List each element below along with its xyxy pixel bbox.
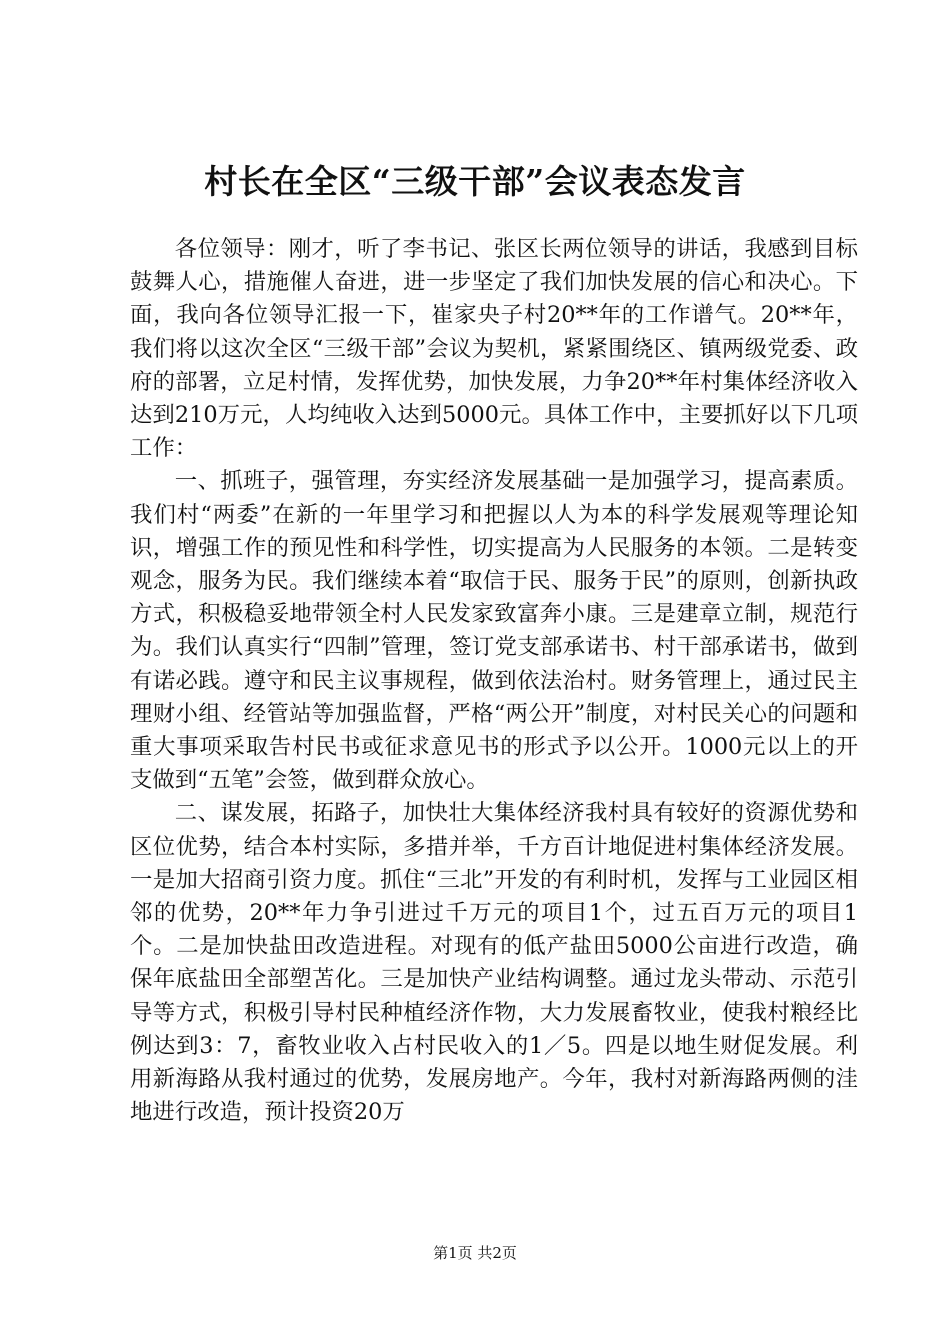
document-body [130,233,858,1129]
document-title: 村长在全区“三级干部”会议表态发言 [204,162,746,201]
paragraph-3: 二、谋发展，拓路子，加快壮大集体经济我村具有较好的资源优势和区位优势，结合本村实际，多措并举，千方百计地促进村集体经济发展。一是加大招商引资力度。抓住“三北”开发的有利时机，发挥与工业园区相邻的优势，20**年力争引进过千万元的项目1个，过五百万元的项目1个。二是加快盐田改造进程。对现有的低产盐田5000公亩进行改造，确保年底盐田全部塑苫化。三是加快产业结构调整。通过龙头带动、示范引导等方式，积极引导村民种植经济作物，大力发展畜牧业，使我村粮经比例达到3：7，畜牧业收入占村民收入的1／5。四是以地生财促发展。利用新海路从我村通过的优势，发展房地产。今年，我村对新海路两侧的洼地进行改造，预计投资20万 [130,800,858,1126]
page-footer: 第1页 共2页 [433,1244,517,1262]
paragraph-1: 各位领导：刚才，听了李书记、张区长两位领导的讲话，我感到目标鼓舞人心，措施催人奋进，进一步坚定了我们加快发展的信心和决心。下面，我向各位领导汇报一下，崔家央子村20**年的工作谱气。20**年，我们将以这次全区“三级干部”会议为契机，紧紧围绕区、镇两级党委、政府的部署，立足村情，发挥优势，加快发展，力争20**年村集体经济收入达到210万元，人均纯收入达到5000元。具体工作中，主要抓好以下几项工作： [130,236,858,462]
paragraph-2: 一、抓班子，强管理，夯实经济发展基础一是加强学习，提高素质。我们村“两委”在新的一年里学习和把握以人为本的科学发展观等理论知识，增强工作的预见性和科学性，切实提高为人民服务的本领。二是转变观念，服务为民。我们继续本着“取信于民、服务于民”的原则，创新执政方式，积极稳妥地带领全村人民发家致富奔小康。三是建章立制，规范行为。我们认真实行“四制”管理，签订党支部承诺书、村干部承诺书，做到有诺必践。遵守和民主议事规程，做到依法治村。财务管理上，通过民主理财小组、经管站等加强监督，严格“两公开”制度，对村民关心的问题和重大事项采取告村民书或征求意见书的形式予以公开。1000元以上的开支做到“五笔”会签，做到群众放心。 [130,468,858,794]
